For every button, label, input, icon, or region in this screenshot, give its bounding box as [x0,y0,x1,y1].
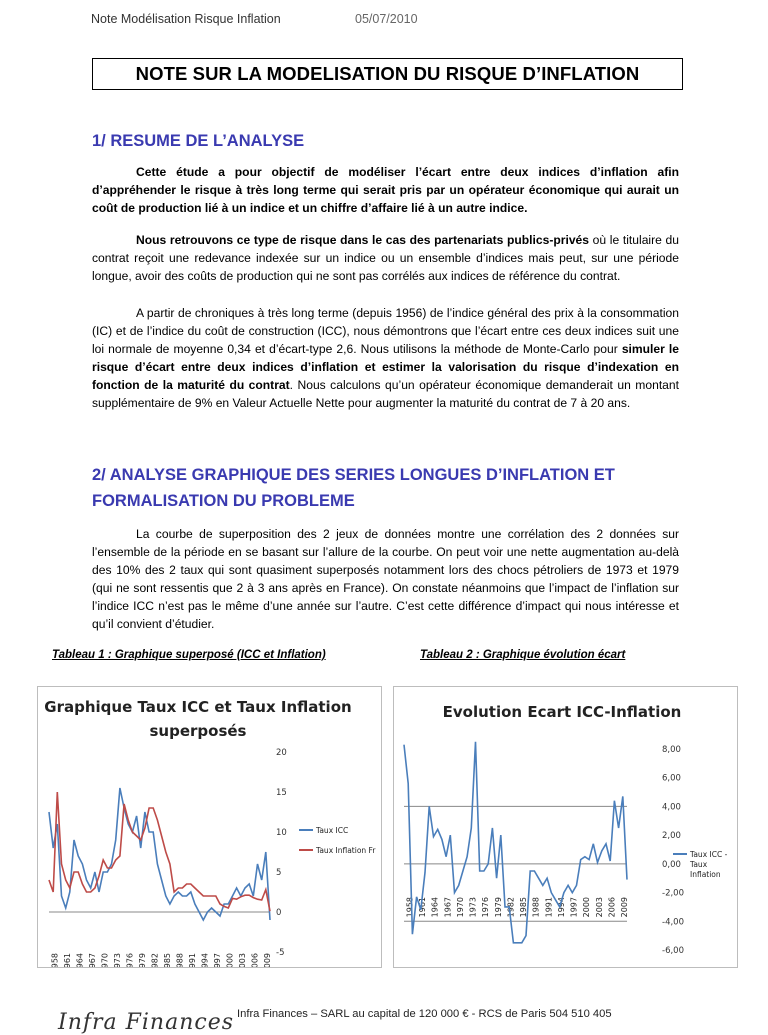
y-tick-label: 8,00 [662,745,681,755]
caption-table-2: Tableau 2 : Graphique évolution écart [420,649,626,661]
x-tick-label: 1964 [75,953,85,967]
x-tick-label: 1988 [531,897,541,918]
x-tick-label: 1997 [569,897,579,918]
y-tick-label: -4,00 [662,917,684,928]
section2-paragraph-1 [92,525,679,633]
section1-p3-a: A partir de chroniques à très long terme (depuis 1956) de l’indice général des prix à la consommation (IC) et de l’indice du coût de construction (ICC), nous démontrons que l’écart entre ces deux indices suit une loi normale de moyenne 0,34 et d’écart-type 2,6. Nous utilisons la méthode de Monte-Carlo pour [92,306,679,356]
section1-paragraph-1 [92,163,679,217]
legend-label: Taux ICC [316,826,349,835]
x-tick-label: 2000 [582,897,592,918]
x-tick-label: 2006 [250,953,260,967]
legend-label: Taux Inflation Fr [316,846,376,855]
y-tick-label: -6,00 [662,946,684,956]
x-tick-label: 1970 [100,953,110,967]
x-tick-label: 2006 [607,897,617,918]
legend-label: Taux [690,860,708,869]
y-tick-label: 2,00 [662,831,681,842]
section1-paragraph-3 [92,304,679,412]
y-tick-label: 5 [276,868,282,878]
section2-heading-line1: 2/ ANALYSE GRAPHIQUE DES SERIES LONGUES D’INFLATION ET [92,466,615,484]
chart-ecart [394,687,737,967]
y-tick-label: 20 [276,748,287,758]
series-line [49,788,270,920]
x-tick-label: 1976 [125,953,135,967]
x-tick-label: 2009 [620,897,629,918]
x-tick-label: 1958 [50,953,60,967]
legend-label: Inflation [690,870,721,879]
x-tick-label: 1961 [62,953,72,967]
footer-line-1: Infra Finances – SARL au capital de 120 000 € - RCS de Paris 504 510 405 [237,1008,612,1020]
section1-p3-bold: simuler le risque d’écart entre deux indices d’inflation et estimer la valorisation du risque d’indexation en fonction de la maturité du contrat [92,342,679,392]
chart-superposed-frame [37,686,382,968]
x-tick-label: 2003 [237,953,247,967]
y-tick-label: 15 [276,788,287,798]
y-tick-label: 10 [276,828,287,838]
legend-label: Taux ICC - [690,850,728,859]
x-tick-label: 1991 [544,897,554,918]
y-tick-label: -2,00 [662,888,684,899]
section2-p1-text: La courbe de superposition des 2 jeux de données montre une corrélation des 2 données sur l’ensemble de la période en se basant sur l’allure de la courbe. On peut voir une nette augmentation au-delà des 10% des 2 taux qui sont quasiment superposés notamment lors des chocs pétroliers de 1973 et 1979 (qui ne sont ressentis que 2 à 3 ans après en France). On constate néanmoins que l’impact de l’inflation sur l’indice ICC n’est pas le même d’une année sur l’autre. C’est cette différence d’impact qui nous intéresse et qu’il convient d’étudier. [92,527,679,631]
x-tick-label: 1979 [137,953,147,967]
main-title: NOTE SUR LA MODELISATION DU RISQUE D’INFLATION [92,58,683,90]
chart-title-line: superposés [149,722,247,740]
x-tick-label: 1967 [443,897,453,918]
series-line [49,792,270,911]
chart-title-line: Evolution Ecart ICC-Inflation [442,703,682,721]
x-tick-label: 1982 [150,953,160,967]
x-tick-label: 1994 [200,953,210,967]
section2-heading-line2: FORMALISATION DU PROBLEME [92,492,355,510]
section1-paragraph-2 [92,231,679,285]
section2-heading [92,462,615,514]
chart-superposed [38,687,381,967]
x-tick-label: 1973 [112,953,122,967]
x-tick-label: 1979 [493,897,503,918]
x-tick-label: 1970 [455,897,465,918]
chart-title-line: Graphique Taux ICC et Taux Inflation [44,698,352,716]
x-tick-label: 1988 [175,953,185,967]
x-tick-label: 1961 [418,897,428,918]
x-tick-label: 1985 [519,897,529,918]
section1-p2-bold: Nous retrouvons ce type de risque dans le cas des partenariats publics-privés [136,233,590,247]
x-tick-label: 1958 [405,897,415,918]
y-tick-label: 4,00 [662,802,681,813]
y-tick-label: 0,00 [662,859,681,870]
header-date: 05/07/2010 [355,12,418,26]
x-tick-label: 1964 [430,897,440,918]
section1-p2-rest: où le titulaire du contrat reçoit une redevance indexée sur un indice ou un ensemble d’indices mais peut, sur une période longue, avoir des coûts de production qui ne sont pas corrélés aux indices de référence du contrat. [92,233,679,283]
chart-ecart-frame [393,686,738,968]
x-tick-label: 1991 [187,953,197,967]
x-tick-label: 1976 [481,897,491,918]
y-tick-label: 0 [276,908,282,918]
y-tick-label: -5 [276,948,285,958]
infra-finances-logo: Infra Finances [58,1010,235,1035]
x-tick-label: 1967 [87,953,97,967]
header-doc-title: Note Modélisation Risque Inflation [91,12,281,26]
x-tick-label: 1982 [506,897,516,918]
y-tick-label: 6,00 [662,773,681,784]
caption-table-1: Tableau 1 : Graphique superposé (ICC et Inflation) [52,649,326,661]
section1-p3-c: . Nous calculons qu’un opérateur économique demanderait un montant supplémentaire de 9% en Valeur Actuelle Nette pour augmenter la maturité du contrat de 7 à 20 ans. [92,378,679,410]
x-tick-label: 2003 [594,897,604,918]
x-tick-label: 2009 [263,953,272,967]
x-tick-label: 1997 [212,953,222,967]
x-tick-label: 1994 [556,897,566,918]
x-tick-label: 1985 [162,953,172,967]
x-tick-label: 2000 [225,953,235,967]
x-tick-label: 1973 [468,897,478,918]
section1-p1-text: Cette étude a pour objectif de modéliser l’écart entre deux indices d’inflation afin d’appréhender le risque à très long terme qui serait pris par un opérateur économique qui aurait un coût de production lié à un indice et un chiffre d’affaire lié à un autre indice. [92,165,679,215]
section1-heading: 1/ RESUME DE L’ANALYSE [92,132,305,150]
